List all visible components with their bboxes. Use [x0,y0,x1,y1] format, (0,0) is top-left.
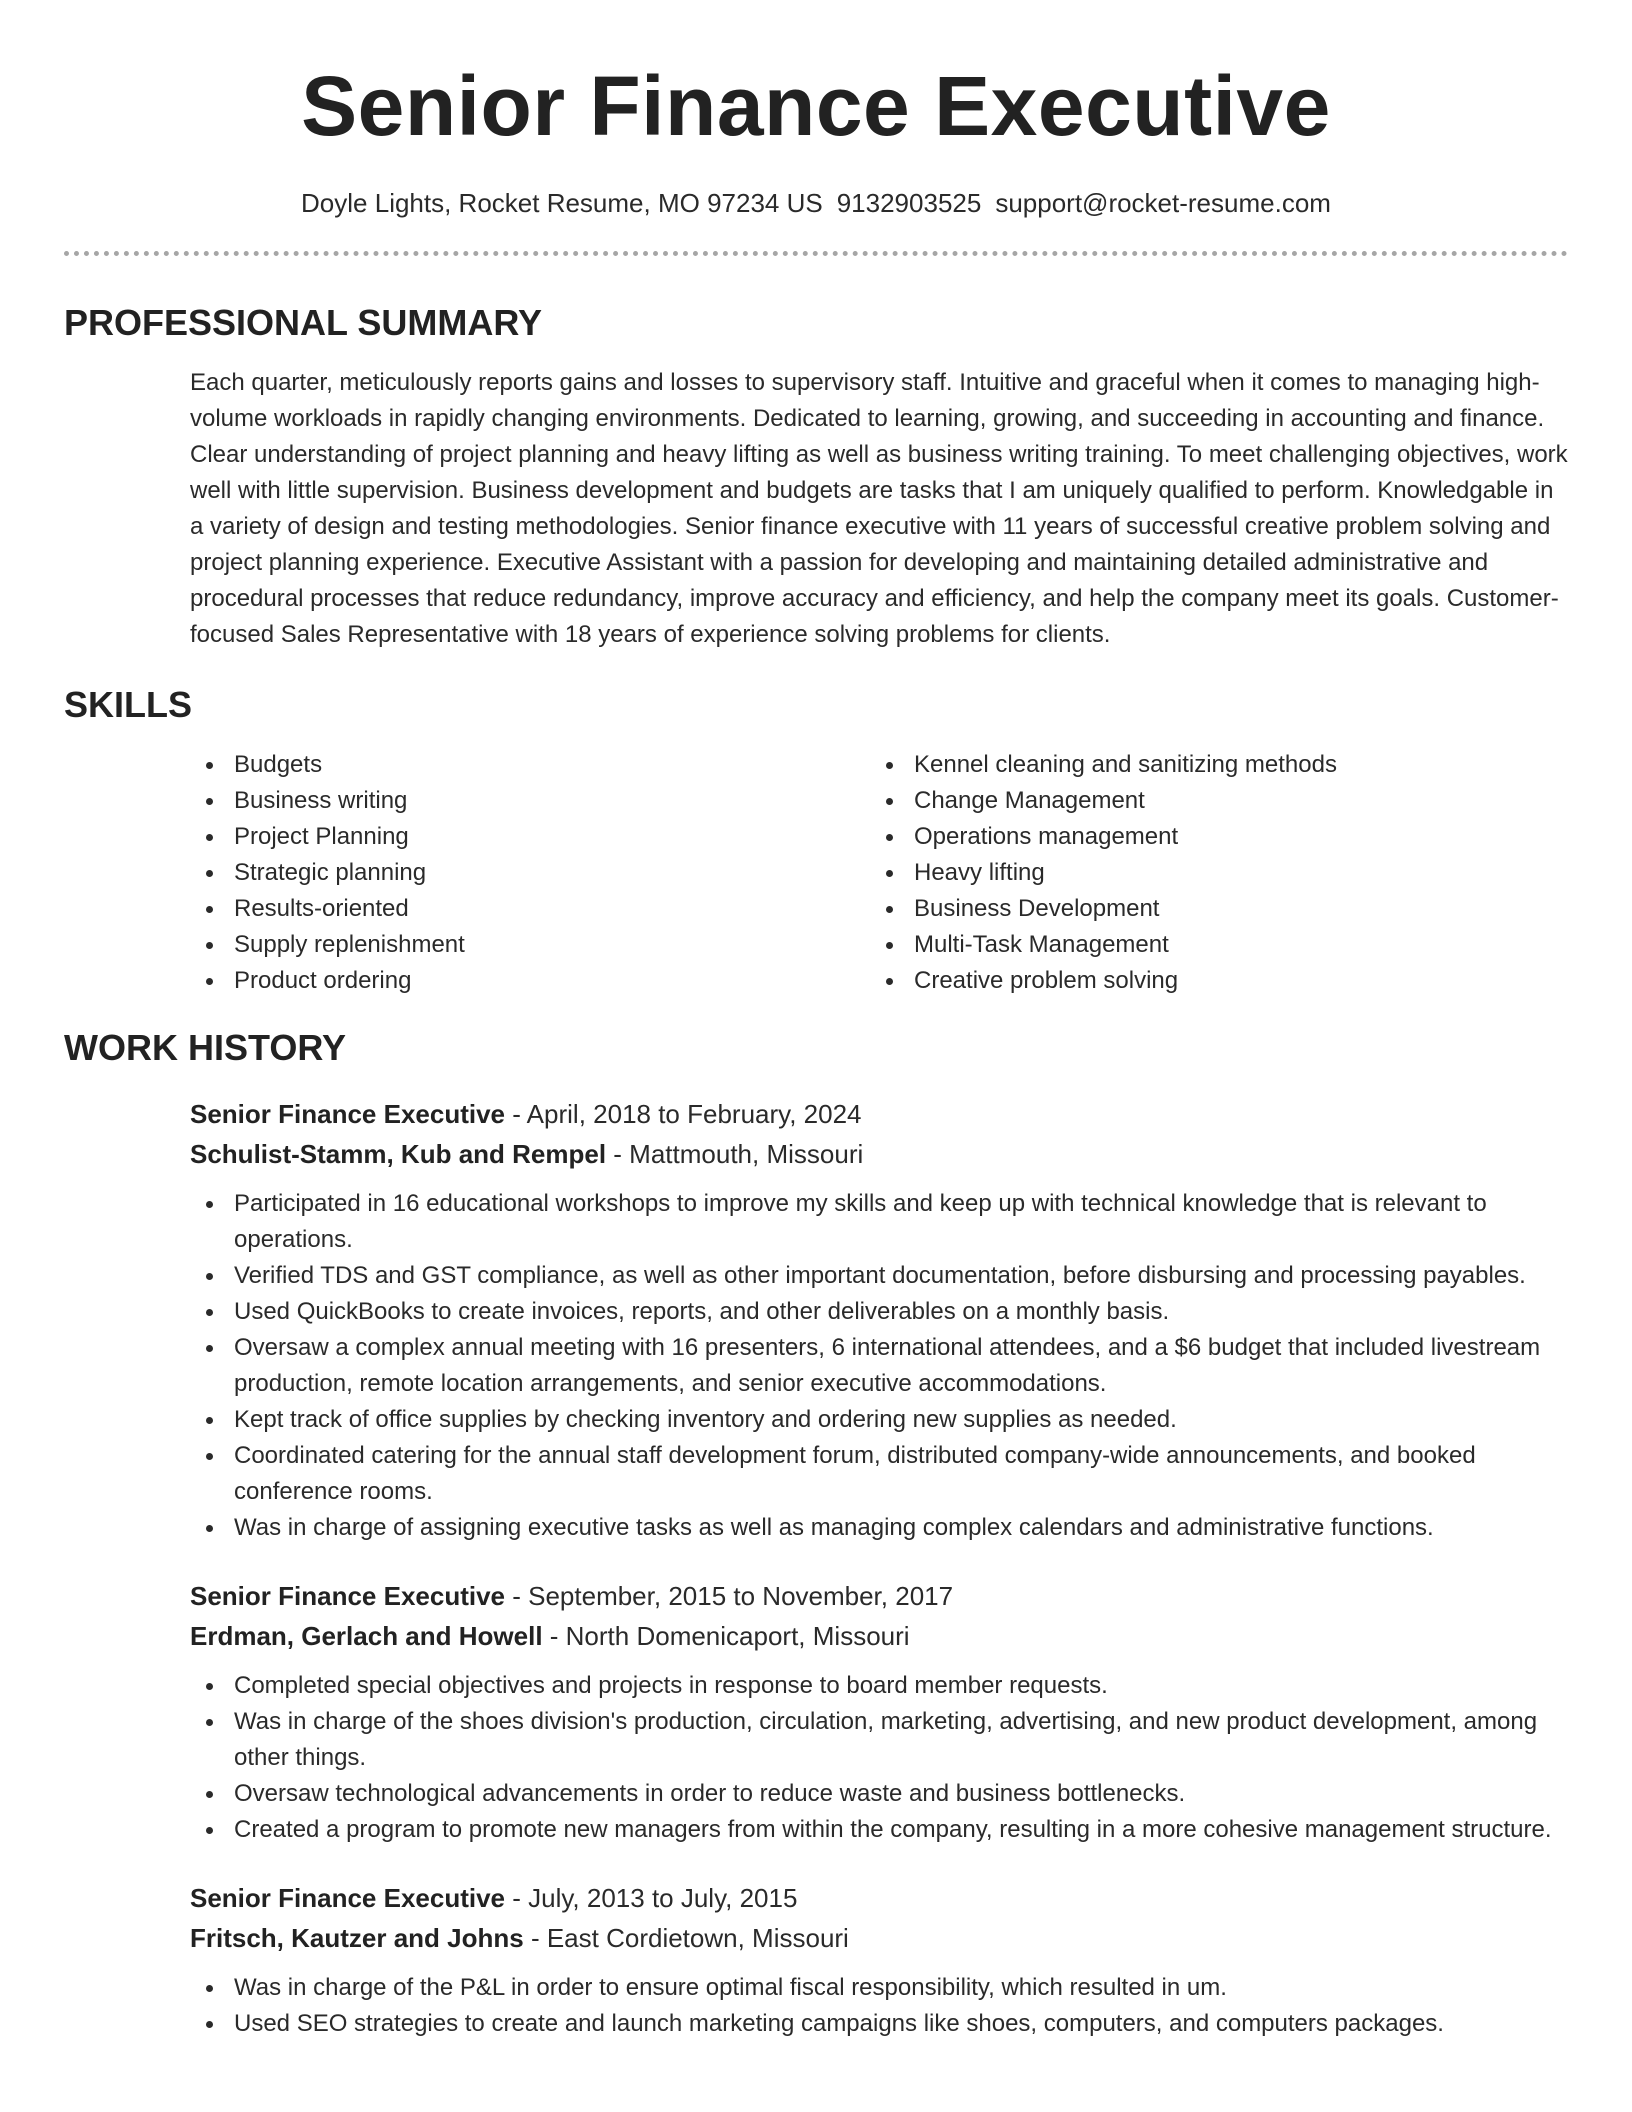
skill-item: Product ordering [190,963,870,999]
skill-item: Project Planning [190,819,870,855]
job-title: Senior Finance Executive [190,1883,506,1913]
contact-email: support@rocket-resume.com [995,188,1331,218]
job-bullet: Was in charge of the P&L in order to ensure optimal fiscal responsibility, which resulted in um. [190,1970,1568,2006]
job-bullet: Was in charge of assigning executive tasks as well as managing complex calendars and administrative functions. [190,1510,1568,1546]
job-bullet: Participated in 16 educational workshops to improve my skills and keep up with technical knowledge that is relevant to operations. [190,1186,1568,1258]
skill-item: Business Development [870,891,1550,927]
job-location: - North Domenicaport, Missouri [542,1621,910,1651]
job-title: Senior Finance Executive [190,1581,506,1611]
job-entry [190,1094,1568,1546]
job-bullets [190,1970,1568,2042]
skills-list [190,747,1568,999]
job-bullet: Kept track of office supplies by checking inventory and ordering new supplies as needed. [190,1402,1568,1438]
job-entry [190,1878,1568,2042]
skill-item: Multi-Task Management [870,927,1550,963]
job-bullet: Completed special objectives and projects in response to board member requests. [190,1668,1568,1704]
job-company: Erdman, Gerlach and Howell [190,1621,543,1651]
job-dates: - April, 2018 to February, 2024 [505,1099,862,1129]
job-title-line [190,1878,1568,1918]
skill-item: Strategic planning [190,855,870,891]
job-company-line [190,1134,1568,1174]
skills-column-left [190,747,870,999]
skill-item: Heavy lifting [870,855,1550,891]
resume-page [64,0,1568,2042]
job-bullet: Oversaw technological advancements in order to reduce waste and business bottlenecks. [190,1776,1568,1812]
job-location: - East Cordietown, Missouri [523,1923,849,1953]
work-history-heading: WORK HISTORY [64,1027,347,1068]
job-entry [190,1576,1568,1848]
skill-item: Budgets [190,747,870,783]
job-title: Senior Finance Executive [190,1099,506,1129]
summary-text: Each quarter, meticulously reports gains and losses to supervisory staff. Intuitive and graceful when it comes to managing high-volume workloads in rapidly changing environments. Dedicated to learning, growing, and succeeding in accounting and finance. Clear understanding of project planning and heavy lifting as well as business writing training. To meet challenging objectives, work well with little supervision. Business development and budgets are tasks that I am uniquely qualified to perform. Knowledgable in a variety of design and testing methodologies. Senior finance executive with 11 years of successful creative problem solving and project planning experience. Executive Assistant with a passion for developing and maintaining detailed administrative and procedural processes that reduce redundancy, improve accuracy and efficiency, and help the company meet its goals. Customer-focused Sales Representative with 18 years of experience solving problems for clients. [190,369,1568,648]
job-dates: - September, 2015 to November, 2017 [505,1581,954,1611]
contact-line [64,186,1568,220]
job-company-line [190,1616,1568,1656]
skill-item: Supply replenishment [190,927,870,963]
job-title-line [190,1094,1568,1134]
resume-name: Senior Finance Executive [301,59,1331,153]
skills-column-right [870,747,1550,999]
job-bullets [190,1186,1568,1546]
skill-item: Operations management [870,819,1550,855]
skill-item: Business writing [190,783,870,819]
job-company: Schulist-Stamm, Kub and Rempel [190,1139,607,1169]
job-company-line [190,1918,1568,1958]
skills-heading: SKILLS [64,684,193,725]
job-bullet: Was in charge of the shoes division's production, circulation, marketing, advertising, and new product development, among other things. [190,1704,1568,1776]
contact-address: Doyle Lights, Rocket Resume, MO 97234 US [301,188,823,218]
header-divider [64,251,1568,256]
skill-item: Creative problem solving [870,963,1550,999]
job-title-line [190,1576,1568,1616]
skill-item: Change Management [870,783,1550,819]
job-bullet: Used SEO strategies to create and launch marketing campaigns like shoes, computers, and computers packages. [190,2006,1568,2042]
contact-phone: 9132903525 [836,188,982,218]
skill-item: Results-oriented [190,891,870,927]
job-bullet: Oversaw a complex annual meeting with 16 presenters, 6 international attendees, and a $6 budget that included livestream production, remote location arrangements, and senior executive accommodations. [190,1330,1568,1402]
job-dates: - July, 2013 to July, 2015 [505,1883,798,1913]
skill-item: Kennel cleaning and sanitizing methods [870,747,1550,783]
job-bullets [190,1668,1568,1848]
job-location: - Mattmouth, Missouri [606,1139,864,1169]
job-bullet: Coordinated catering for the annual staff development forum, distributed company-wide announcements, and booked conference rooms. [190,1438,1568,1510]
job-bullet: Created a program to promote new managers from within the company, resulting in a more cohesive management structure. [190,1812,1568,1848]
summary-heading: PROFESSIONAL SUMMARY [64,302,543,343]
job-bullet: Used QuickBooks to create invoices, reports, and other deliverables on a monthly basis. [190,1294,1568,1330]
job-company: Fritsch, Kautzer and Johns [190,1923,524,1953]
job-bullet: Verified TDS and GST compliance, as well as other important documentation, before disbursing and processing payables. [190,1258,1568,1294]
